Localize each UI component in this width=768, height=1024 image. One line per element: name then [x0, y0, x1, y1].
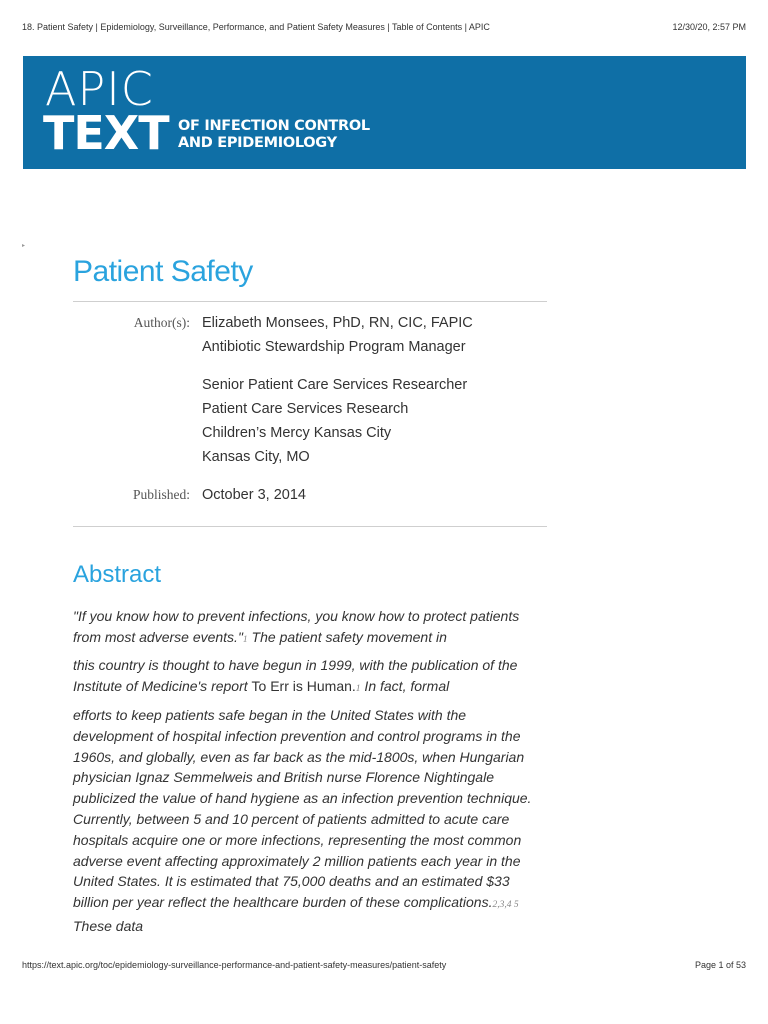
logo-text: TEXT [43, 106, 169, 160]
author-line: Elizabeth Monsees, PhD, RN, CIC, FAPIC [202, 315, 473, 331]
divider [73, 526, 547, 527]
reference-link[interactable]: 1 [242, 634, 248, 645]
report-title: To Err is Human. [251, 677, 356, 694]
abstract-text: The patient safety movement in [247, 628, 447, 645]
author-line: Senior Patient Care Services Researcher [202, 377, 468, 393]
print-header-title: 18. Patient Safety | Epidemiology, Surveillance, Performance, and Patient Safety Measures | Table of Contents | APIC [22, 22, 490, 32]
author-line: Antibiotic Stewardship Program Manager [202, 339, 466, 355]
abstract-text: this country is thought to have begun in 1999, with the publication of the Institute of Medicine's report [73, 657, 518, 694]
abstract-paragraph-2 [73, 655, 548, 700]
abstract-paragraph-3 [73, 705, 548, 937]
broken-image-icon: ▸ [22, 243, 26, 249]
page-title: Patient Safety [73, 255, 253, 288]
abstract-paragraph-1 [73, 606, 548, 651]
abstract-text: In fact, formal [360, 677, 450, 694]
abstract-text: "If you know how to prevent infections, you know how to protect patients from most adverse events." [73, 608, 520, 645]
published-label: Published: [132, 487, 190, 502]
logo-subtitle-line-2: AND EPIDEMIOLOGY [178, 135, 337, 151]
print-header-datetime: 12/30/20, 2:57 PM [672, 22, 746, 32]
author-line: Children’s Mercy Kansas City [202, 425, 392, 441]
page-number: Page 1 of 53 [694, 960, 746, 970]
reference-link[interactable]: 1 [355, 683, 361, 694]
abstract-heading: Abstract [73, 561, 162, 588]
divider [73, 301, 547, 302]
print-footer-url: https://text.apic.org/toc/epidemiology-surveillance-performance-and-patient-safety-measures/patient-safety [22, 960, 447, 970]
author-line: Patient Care Services Research [202, 401, 409, 417]
authors-label: Author(s): [133, 315, 190, 330]
abstract-text: These data [73, 917, 144, 934]
logo-apic: APIC [45, 62, 154, 116]
author-line: Kansas City, MO [202, 449, 310, 465]
apic-text-banner[interactable] [23, 56, 746, 169]
logo-subtitle-line-1: OF INFECTION CONTROL [178, 118, 370, 134]
abstract-text: efforts to keep patients safe began in the United States with the development of hospital infection prevention and control programs in the 1960s, and globally, even as far back as the mid-1800s, when Hungarian physician Ignaz Semmelweis and British nurse Florence Nightingale publicized the value of hand hygiene as an infection prevention technique. Currently, between 5 and 10 percent of patients admitted to acute care hospitals acquire one or more infections, representing the most common adverse event affecting approximately 2 million patients each year in the United States. It is estimated that 75,000 deaths and an estimated $33 billion per year reflect the healthcare burden of these complications. [73, 707, 532, 911]
logo-subtitle [178, 118, 370, 152]
reference-links[interactable]: 2,3,4 5 [492, 900, 519, 911]
published-date: October 3, 2014 [202, 487, 306, 503]
